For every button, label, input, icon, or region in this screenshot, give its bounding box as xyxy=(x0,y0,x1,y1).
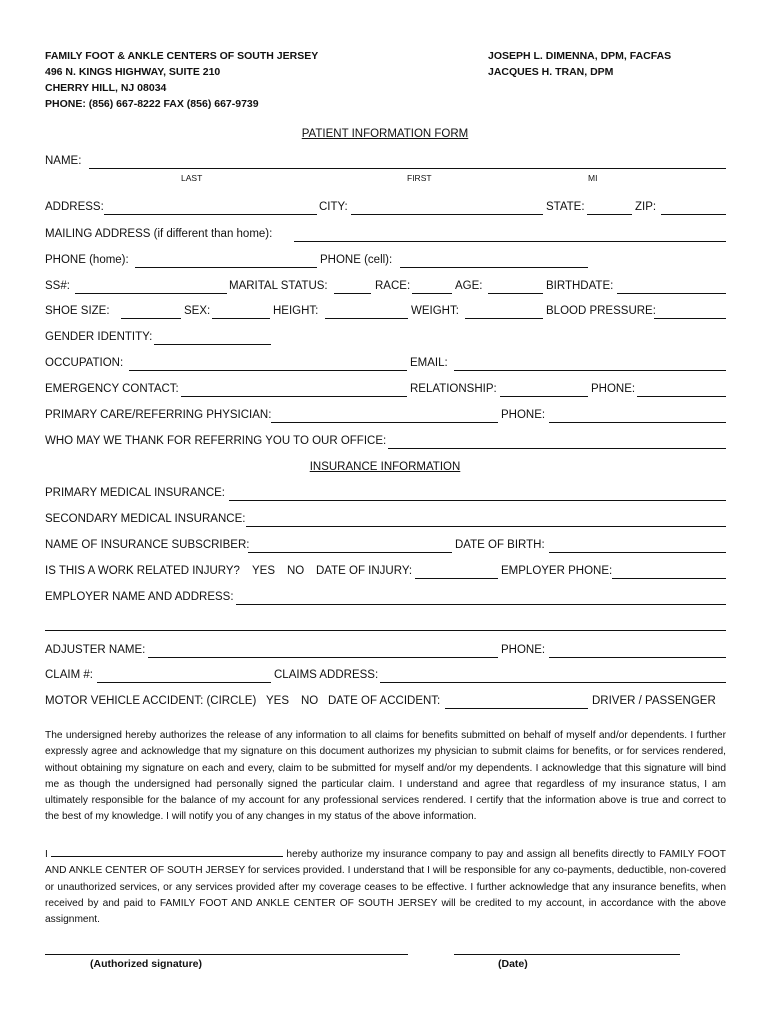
physician-phone-label: PHONE: xyxy=(501,409,546,421)
zip-field[interactable] xyxy=(661,214,726,215)
assignment-paragraph xyxy=(45,846,726,928)
mailing-address-field[interactable] xyxy=(294,241,726,242)
birthdate-label: BIRTHDATE: xyxy=(546,280,614,292)
ssn-label: SS#: xyxy=(45,280,70,292)
email-field[interactable] xyxy=(454,370,726,371)
blood-pressure-field[interactable] xyxy=(654,318,726,319)
state-field[interactable] xyxy=(587,214,632,215)
claim-number-label: CLAIM #: xyxy=(45,669,93,681)
age-label: AGE: xyxy=(455,280,483,292)
work-injury-no[interactable]: NO xyxy=(287,565,305,577)
assignment-name-field[interactable] xyxy=(51,846,283,857)
insurance-section-title: INSURANCE INFORMATION xyxy=(309,461,461,473)
work-injury-label: IS THIS A WORK RELATED INJURY? xyxy=(45,565,240,577)
subscriber-label: NAME OF INSURANCE SUBSCRIBER: xyxy=(45,539,250,551)
employer-phone-field[interactable] xyxy=(612,578,726,579)
gender-identity-label: GENDER IDENTITY: xyxy=(45,331,153,343)
weight-field[interactable] xyxy=(465,318,543,319)
mva-no[interactable]: NO xyxy=(301,695,319,707)
dob-label: DATE OF BIRTH: xyxy=(455,539,545,551)
date-line[interactable] xyxy=(454,954,680,955)
mailing-address-label: MAILING ADDRESS (if different than home): xyxy=(45,228,273,240)
name-label: NAME: xyxy=(45,155,82,167)
occupation-label: OCCUPATION: xyxy=(45,357,124,369)
marital-status-field[interactable] xyxy=(334,293,371,294)
doctor-name-1: JOSEPH L. DIMENNA, DPM, FACFAS xyxy=(488,50,672,62)
accident-date-field[interactable] xyxy=(445,708,588,709)
claims-address-field[interactable] xyxy=(380,682,726,683)
relationship-label: RELATIONSHIP: xyxy=(410,383,497,395)
mva-yes[interactable]: YES xyxy=(266,695,290,707)
adjuster-label: ADJUSTER NAME: xyxy=(45,644,146,656)
referral-label: WHO MAY WE THANK FOR REFERRING YOU TO OUR OFFICE: xyxy=(45,435,387,447)
phone-cell-field[interactable] xyxy=(400,267,588,268)
weight-label: WEIGHT: xyxy=(411,305,459,317)
emergency-phone-label: PHONE: xyxy=(591,383,636,395)
relationship-field[interactable] xyxy=(500,396,588,397)
gender-identity-field[interactable] xyxy=(154,344,271,345)
assignment-prefix: I xyxy=(45,849,48,860)
driver-passenger[interactable]: DRIVER / PASSENGER xyxy=(592,695,716,707)
practice-phone-fax: PHONE: (856) 667-8222 FAX (856) 667-9739 xyxy=(45,98,259,110)
employer-address-field[interactable] xyxy=(236,604,726,605)
referral-field[interactable] xyxy=(388,448,726,449)
occupation-field[interactable] xyxy=(129,370,407,371)
authorization-paragraph: The undersigned hereby authorizes the release of any information to all claims for benefits submitted on behalf of myself and/or dependents. I further expressly agree and acknowledge that my signature on this document authorizes my physician to submit claims for benefits, or for services rendered, without obtaining my signature on each and every, claim to be submitted for myself and/or my dependents. I acknowledge that this signature will bind me as though the undersigned had personally signed the particular claim. I understand and agree that regardless of my insurance status, I am ultimately responsible for the balance of my account for any professional services rendered. I certify that the information above is true and correct to the best of my knowledge. I will notify you of any changes in my status of the above information. xyxy=(45,730,726,823)
accident-date-label: DATE OF ACCIDENT: xyxy=(328,695,441,707)
primary-insurance-field[interactable] xyxy=(229,500,726,501)
signature-caption: (Authorized signature) xyxy=(90,958,202,970)
race-label: RACE: xyxy=(375,280,411,292)
doctor-name-2: JACQUES H. TRAN, DPM xyxy=(488,66,614,78)
employer-address-field-2[interactable] xyxy=(45,630,726,631)
dob-field[interactable] xyxy=(549,552,726,553)
date-caption: (Date) xyxy=(498,958,528,970)
employer-address-label: EMPLOYER NAME AND ADDRESS: xyxy=(45,591,234,603)
primary-insurance-label: PRIMARY MEDICAL INSURANCE: xyxy=(45,487,225,499)
name-last-caption: LAST xyxy=(181,173,203,183)
state-label: STATE: xyxy=(546,201,585,213)
city-field[interactable] xyxy=(351,214,543,215)
injury-date-label: DATE OF INJURY: xyxy=(316,565,413,577)
emergency-contact-field[interactable] xyxy=(181,396,407,397)
practice-address-line1: 496 N. KINGS HIGHWAY, SUITE 210 xyxy=(45,66,221,78)
city-label: CITY: xyxy=(319,201,348,213)
employer-phone-label: EMPLOYER PHONE: xyxy=(501,565,613,577)
age-field[interactable] xyxy=(488,293,543,294)
phone-cell-label: PHONE (cell): xyxy=(320,254,393,266)
ssn-field[interactable] xyxy=(75,293,227,294)
secondary-insurance-field[interactable] xyxy=(246,526,726,527)
emergency-phone-field[interactable] xyxy=(637,396,726,397)
address-label: ADDRESS: xyxy=(45,201,104,213)
name-mi-caption: MI xyxy=(588,173,598,183)
claims-address-label: CLAIMS ADDRESS: xyxy=(274,669,379,681)
primary-care-label: PRIMARY CARE/REFERRING PHYSICIAN: xyxy=(45,409,272,421)
shoe-size-label: SHOE SIZE: xyxy=(45,305,110,317)
primary-care-field[interactable] xyxy=(271,422,498,423)
height-field[interactable] xyxy=(325,318,408,319)
adjuster-field[interactable] xyxy=(148,657,498,658)
email-label: EMAIL: xyxy=(410,357,448,369)
sex-label: SEX: xyxy=(184,305,211,317)
phone-home-label: PHONE (home): xyxy=(45,254,129,266)
adjuster-phone-field[interactable] xyxy=(549,657,726,658)
height-label: HEIGHT: xyxy=(273,305,319,317)
blood-pressure-label: BLOOD PRESSURE: xyxy=(546,305,656,317)
secondary-insurance-label: SECONDARY MEDICAL INSURANCE: xyxy=(45,513,246,525)
name-first-caption: FIRST xyxy=(407,173,432,183)
mva-label: MOTOR VEHICLE ACCIDENT: (CIRCLE) xyxy=(45,695,257,707)
shoe-size-field[interactable] xyxy=(121,318,181,319)
injury-date-field[interactable] xyxy=(415,578,498,579)
signature-line[interactable] xyxy=(45,954,408,955)
race-field[interactable] xyxy=(412,293,452,294)
practice-name: FAMILY FOOT & ANKLE CENTERS OF SOUTH JERSEY xyxy=(45,50,319,62)
sex-field[interactable] xyxy=(212,318,270,319)
physician-phone-field[interactable] xyxy=(549,422,726,423)
phone-home-field[interactable] xyxy=(135,267,317,268)
subscriber-field[interactable] xyxy=(248,552,452,553)
marital-status-label: MARITAL STATUS: xyxy=(229,280,328,292)
birthdate-field[interactable] xyxy=(617,293,726,294)
assignment-text: hereby authorize my insurance company to pay and assign all benefits directly to FAMILY FOOT AND ANKLE CENTER OF SOUTH JERSEY for services provided. I understand that I will be responsible for any co-payments, deductible, non-covered or unauthorized services, or any services provided after my coverage ceases to be effective. I further acknowledge that any insurance benefits, when received by and paid to FAMILY FOOT AND ANKLE CENTER OF SOUTH JERSEY will be credited to my account, in accordance with the above assignment. xyxy=(45,849,726,926)
address-field[interactable] xyxy=(104,214,317,215)
claim-number-field[interactable] xyxy=(97,682,271,683)
name-field[interactable] xyxy=(89,168,726,169)
practice-address-line2: CHERRY HILL, NJ 08034 xyxy=(45,82,167,94)
form-title: PATIENT INFORMATION FORM xyxy=(301,128,469,140)
zip-label: ZIP: xyxy=(635,201,657,213)
emergency-contact-label: EMERGENCY CONTACT: xyxy=(45,383,179,395)
work-injury-yes[interactable]: YES xyxy=(252,565,276,577)
adjuster-phone-label: PHONE: xyxy=(501,644,546,656)
